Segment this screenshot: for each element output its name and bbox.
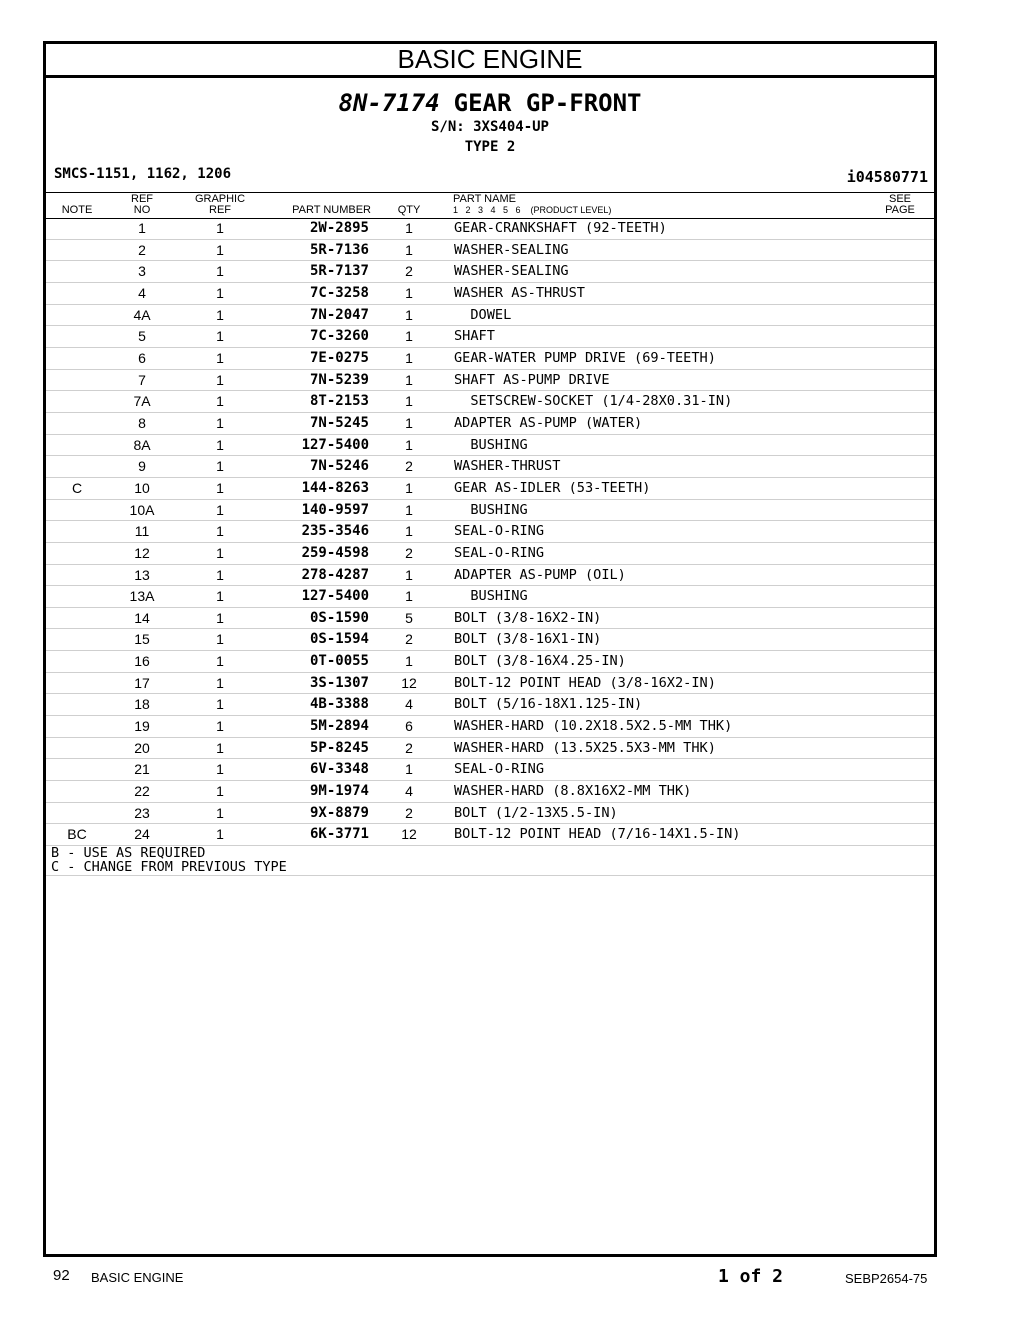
row-part-number: 259-4598 bbox=[301, 544, 369, 561]
table-row bbox=[46, 586, 934, 608]
row-ref-no: 5 bbox=[138, 328, 146, 345]
row-ref-no: 21 bbox=[134, 761, 150, 778]
row-graphic-ref: 1 bbox=[216, 696, 224, 713]
table-row bbox=[46, 521, 934, 543]
row-part-name: BOLT-12 POINT HEAD (7/16-14X1.5-IN) bbox=[454, 826, 741, 843]
table-row bbox=[46, 370, 934, 392]
table-row bbox=[46, 413, 934, 435]
row-graphic-ref: 1 bbox=[216, 306, 224, 323]
section-title: BASIC ENGINE bbox=[46, 44, 934, 78]
footer-doc-id: SEBP2654-75 bbox=[845, 1271, 928, 1286]
table-row bbox=[46, 694, 934, 716]
row-qty: 5 bbox=[405, 609, 413, 626]
table-row bbox=[46, 716, 934, 738]
table-row bbox=[46, 759, 934, 781]
row-graphic-ref: 1 bbox=[216, 436, 224, 453]
row-ref-no: 18 bbox=[134, 696, 150, 713]
row-graphic-ref: 1 bbox=[216, 718, 224, 735]
row-graphic-ref: 1 bbox=[216, 739, 224, 756]
row-part-number: 7C-3260 bbox=[309, 328, 369, 345]
row-ref-no: 23 bbox=[134, 804, 150, 821]
row-graphic-ref: 1 bbox=[216, 241, 224, 258]
row-ref-no: 22 bbox=[134, 783, 150, 800]
table-row bbox=[46, 651, 934, 673]
illustration-id: i04580771 bbox=[846, 168, 928, 186]
row-qty: 12 bbox=[401, 674, 417, 691]
row-part-name: BOLT (3/8-16X2-IN) bbox=[454, 609, 602, 626]
row-graphic-ref: 1 bbox=[216, 458, 224, 475]
row-part-name: BOLT (3/8-16X1-IN) bbox=[454, 631, 602, 648]
row-qty: 1 bbox=[405, 306, 413, 323]
row-qty: 1 bbox=[405, 241, 413, 258]
header-see-page-top: SEE bbox=[888, 193, 911, 205]
row-qty: 1 bbox=[405, 501, 413, 518]
table-row bbox=[46, 673, 934, 695]
group-name: GEAR GP-FRONT bbox=[453, 89, 642, 117]
header-ref-bottom: NO bbox=[133, 204, 151, 216]
table-row bbox=[46, 500, 934, 522]
row-qty: 12 bbox=[401, 826, 417, 843]
row-ref-no: 19 bbox=[134, 718, 150, 735]
row-part-number: 0T-0055 bbox=[309, 653, 369, 670]
table-row bbox=[46, 348, 934, 370]
row-graphic-ref: 1 bbox=[216, 371, 224, 388]
table-row bbox=[46, 543, 934, 565]
header-product-level: 1 2 3 4 5 6 (PRODUCT LEVEL) bbox=[453, 205, 612, 215]
row-part-name: SETSCREW-SOCKET (1/4-28X0.31-IN) bbox=[454, 393, 733, 410]
row-part-name: SEAL-O-RING bbox=[454, 544, 545, 561]
header-ref-top: REF bbox=[131, 193, 153, 205]
row-part-name: BOLT (1/2-13X5.5-IN) bbox=[454, 804, 618, 821]
row-graphic-ref: 1 bbox=[216, 220, 224, 236]
row-part-name: BOLT (5/16-18X1.125-IN) bbox=[454, 696, 643, 713]
row-part-name: BUSHING bbox=[454, 588, 528, 605]
row-part-name: SHAFT bbox=[454, 328, 495, 345]
parts-table bbox=[46, 218, 934, 846]
row-ref-no: 13A bbox=[129, 588, 155, 605]
row-ref-no: 6 bbox=[138, 349, 146, 366]
row-qty: 1 bbox=[405, 479, 413, 496]
row-part-name: WASHER AS-THRUST bbox=[454, 284, 585, 301]
row-part-name: WASHER-HARD (13.5X25.5X3-MM THK) bbox=[454, 739, 716, 756]
row-part-number: 7N-5239 bbox=[309, 371, 369, 388]
group-part-number: 8N-7174 bbox=[338, 89, 440, 117]
row-part-number: 140-9597 bbox=[301, 501, 369, 518]
row-part-number: 127-5400 bbox=[301, 588, 369, 605]
row-ref-no: 3 bbox=[138, 263, 146, 280]
row-qty: 1 bbox=[405, 284, 413, 301]
footer-section: BASIC ENGINE bbox=[91, 1270, 184, 1285]
row-ref-no: 20 bbox=[134, 739, 150, 756]
row-qty: 1 bbox=[405, 761, 413, 778]
row-part-name: SEAL-O-RING bbox=[454, 523, 545, 540]
row-graphic-ref: 1 bbox=[216, 826, 224, 843]
row-ref-no: 7 bbox=[138, 371, 146, 388]
row-part-number: 5R-7136 bbox=[309, 241, 369, 258]
row-qty: 1 bbox=[405, 588, 413, 605]
note-c: C - CHANGE FROM PREVIOUS TYPE bbox=[51, 859, 287, 875]
row-graphic-ref: 1 bbox=[216, 609, 224, 626]
row-ref-no: 13 bbox=[134, 566, 150, 583]
row-part-name: BOLT-12 POINT HEAD (3/8-16X2-IN) bbox=[454, 674, 716, 691]
row-qty: 4 bbox=[405, 783, 413, 800]
row-part-number: 9X-8879 bbox=[309, 804, 369, 821]
table-row bbox=[46, 283, 934, 305]
row-part-name: BUSHING bbox=[454, 501, 528, 518]
row-part-name: GEAR AS-IDLER (53-TEETH) bbox=[454, 479, 651, 496]
row-ref-no: 10 bbox=[134, 479, 150, 496]
row-qty: 6 bbox=[405, 718, 413, 735]
row-qty: 1 bbox=[405, 653, 413, 670]
row-part-number: 7N-2047 bbox=[309, 306, 369, 323]
row-part-name: WASHER-HARD (10.2X18.5X2.5-MM THK) bbox=[454, 718, 733, 735]
table-row bbox=[46, 240, 934, 262]
row-qty: 2 bbox=[405, 804, 413, 821]
row-part-number: 8T-2153 bbox=[309, 393, 369, 410]
notes-legend bbox=[51, 846, 934, 874]
row-qty: 1 bbox=[405, 436, 413, 453]
table-row bbox=[46, 565, 934, 587]
row-part-number: 278-4287 bbox=[301, 566, 369, 583]
row-part-number: 5P-8245 bbox=[309, 739, 369, 756]
row-part-number: 6V-3348 bbox=[309, 761, 369, 778]
group-title bbox=[46, 89, 934, 117]
row-qty: 4 bbox=[405, 696, 413, 713]
row-graphic-ref: 1 bbox=[216, 631, 224, 648]
row-ref-no: 8 bbox=[138, 414, 146, 431]
row-ref-no: 7A bbox=[133, 393, 151, 410]
table-row bbox=[46, 478, 934, 500]
row-qty: 1 bbox=[405, 349, 413, 366]
row-ref-no: 24 bbox=[134, 826, 150, 843]
row-graphic-ref: 1 bbox=[216, 501, 224, 518]
row-part-name: BOLT (3/8-16X4.25-IN) bbox=[454, 653, 626, 670]
row-graphic-ref: 1 bbox=[216, 653, 224, 670]
column-header bbox=[46, 192, 934, 219]
row-part-name: ADAPTER AS-PUMP (WATER) bbox=[454, 414, 643, 431]
table-row bbox=[46, 391, 934, 413]
row-qty: 1 bbox=[405, 220, 413, 236]
row-qty: 1 bbox=[405, 566, 413, 583]
row-graphic-ref: 1 bbox=[216, 523, 224, 540]
row-ref-no: 14 bbox=[134, 609, 150, 626]
row-part-number: 127-5400 bbox=[301, 436, 369, 453]
row-ref-no: 8A bbox=[133, 436, 151, 453]
row-part-name: BUSHING bbox=[454, 436, 528, 453]
row-part-number: 2W-2895 bbox=[309, 220, 369, 236]
table-row bbox=[46, 781, 934, 803]
header-graphic-ref-top: GRAPHIC bbox=[194, 193, 246, 205]
row-ref-no: 1 bbox=[138, 220, 146, 236]
row-qty: 2 bbox=[405, 544, 413, 561]
header-part-number: PART NUMBER bbox=[292, 204, 371, 216]
row-part-name: ADAPTER AS-PUMP (OIL) bbox=[454, 566, 626, 583]
row-qty: 2 bbox=[405, 739, 413, 756]
row-graphic-ref: 1 bbox=[216, 393, 224, 410]
table-row bbox=[46, 456, 934, 478]
table-row bbox=[46, 261, 934, 283]
row-ref-no: 16 bbox=[134, 653, 150, 670]
row-qty: 1 bbox=[405, 414, 413, 431]
row-part-number: 235-3546 bbox=[301, 523, 369, 540]
row-ref-no: 12 bbox=[134, 544, 150, 561]
header-part-name: PART NAME bbox=[453, 193, 516, 205]
row-graphic-ref: 1 bbox=[216, 588, 224, 605]
row-ref-no: 4A bbox=[133, 306, 151, 323]
row-part-number: 6K-3771 bbox=[309, 826, 369, 843]
row-ref-no: 10A bbox=[129, 501, 155, 518]
row-part-name: GEAR-WATER PUMP DRIVE (69-TEETH) bbox=[454, 349, 716, 366]
row-part-name: DOWEL bbox=[454, 306, 512, 323]
row-graphic-ref: 1 bbox=[216, 783, 224, 800]
row-part-name: WASHER-HARD (8.8X16X2-MM THK) bbox=[454, 783, 692, 800]
row-part-name: WASHER-SEALING bbox=[454, 241, 569, 258]
parts-list-frame bbox=[43, 41, 937, 1257]
row-ref-no: 11 bbox=[134, 523, 150, 540]
group-type: TYPE 2 bbox=[464, 139, 516, 155]
row-graphic-ref: 1 bbox=[216, 804, 224, 821]
row-graphic-ref: 1 bbox=[216, 349, 224, 366]
row-part-number: 9M-1974 bbox=[309, 783, 369, 800]
row-qty: 1 bbox=[405, 393, 413, 410]
footer-page-number: 92 bbox=[53, 1267, 70, 1284]
note-b: B - USE AS REQUIRED bbox=[51, 845, 206, 861]
header-note: NOTE bbox=[61, 204, 93, 216]
row-part-number: 7C-3258 bbox=[309, 284, 369, 301]
row-graphic-ref: 1 bbox=[216, 544, 224, 561]
table-row bbox=[46, 608, 934, 630]
serial-range: S/N: 3XS404-UP bbox=[430, 119, 549, 135]
row-qty: 2 bbox=[405, 631, 413, 648]
header-see-page-bottom: PAGE bbox=[885, 204, 915, 216]
row-part-number: 144-8263 bbox=[301, 479, 369, 496]
row-note: BC bbox=[67, 826, 87, 843]
row-ref-no: 17 bbox=[134, 674, 150, 691]
table-row bbox=[46, 305, 934, 327]
notes-divider bbox=[46, 875, 934, 876]
row-ref-no: 4 bbox=[138, 284, 146, 301]
footer-sheet-count: 1 of 2 bbox=[718, 1266, 784, 1287]
row-part-name: WASHER-SEALING bbox=[454, 263, 569, 280]
row-part-name: SHAFT AS-PUMP DRIVE bbox=[454, 371, 610, 388]
row-graphic-ref: 1 bbox=[216, 263, 224, 280]
row-graphic-ref: 1 bbox=[216, 414, 224, 431]
row-ref-no: 15 bbox=[134, 631, 150, 648]
row-ref-no: 2 bbox=[138, 241, 146, 258]
row-ref-no: 9 bbox=[138, 458, 146, 475]
table-row bbox=[46, 326, 934, 348]
row-graphic-ref: 1 bbox=[216, 284, 224, 301]
table-row bbox=[46, 629, 934, 651]
table-row bbox=[46, 738, 934, 760]
row-graphic-ref: 1 bbox=[216, 479, 224, 496]
row-part-number: 3S-1307 bbox=[309, 674, 369, 691]
table-row bbox=[46, 824, 934, 846]
row-part-number: 7E-0275 bbox=[309, 349, 369, 366]
row-part-number: 7N-5246 bbox=[309, 458, 369, 475]
row-graphic-ref: 1 bbox=[216, 674, 224, 691]
row-graphic-ref: 1 bbox=[216, 328, 224, 345]
smcs-codes: SMCS-1151, 1162, 1206 bbox=[54, 166, 232, 182]
header-qty: QTY bbox=[397, 204, 421, 216]
table-row bbox=[46, 435, 934, 457]
row-graphic-ref: 1 bbox=[216, 761, 224, 778]
row-note: C bbox=[71, 479, 83, 496]
row-qty: 1 bbox=[405, 523, 413, 540]
row-part-name: SEAL-O-RING bbox=[454, 761, 545, 778]
row-qty: 2 bbox=[405, 263, 413, 280]
row-part-number: 7N-5245 bbox=[309, 414, 369, 431]
row-part-number: 0S-1594 bbox=[309, 631, 369, 648]
row-qty: 2 bbox=[405, 458, 413, 475]
header-graphic-ref-bottom: REF bbox=[209, 204, 231, 216]
row-qty: 1 bbox=[405, 328, 413, 345]
table-row bbox=[46, 803, 934, 825]
row-qty: 1 bbox=[405, 371, 413, 388]
row-part-number: 5M-2894 bbox=[309, 718, 369, 735]
row-graphic-ref: 1 bbox=[216, 566, 224, 583]
row-part-number: 5R-7137 bbox=[309, 263, 369, 280]
row-part-name: GEAR-CRANKSHAFT (92-TEETH) bbox=[454, 220, 667, 236]
row-part-number: 0S-1590 bbox=[309, 609, 369, 626]
row-part-name: WASHER-THRUST bbox=[454, 458, 561, 475]
table-row bbox=[46, 218, 934, 240]
row-part-number: 4B-3388 bbox=[309, 696, 369, 713]
